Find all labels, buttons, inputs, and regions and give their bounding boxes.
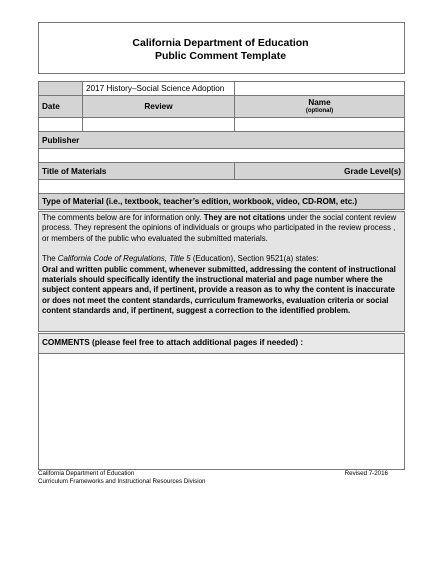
comments-box xyxy=(38,333,405,470)
page-title-line1: California Department of Education xyxy=(132,37,309,49)
date-field[interactable] xyxy=(39,118,83,132)
review-label: Review xyxy=(83,96,235,118)
publisher-label: Publisher xyxy=(39,132,405,149)
page-title-line2: Public Comment Template xyxy=(154,50,287,62)
adoption-name: 2017 History–Social Science Adoption xyxy=(83,82,235,96)
regulation-quote: Oral and written public comment, whenever submitted, addressing the content of instructional materials should specifically identify the instructional material and page number where the subject content appears and, if pertinent, provide a reason as to why the content is inaccurate or does not meet the content standards, curriculum frameworks, evaluation criteria or social content standards and, if pertinent, suggest a correction to the identified problem. xyxy=(42,264,396,316)
blank-cell xyxy=(39,82,83,96)
footer-left xyxy=(38,470,205,486)
footer-department: California Department of Education xyxy=(38,470,135,477)
footer-division: Curriculum Frameworks and Instructional Resources Division xyxy=(38,478,206,485)
type-of-material-label: Type of Material (i.e., textbook, teacher’s edition, workbook, video, CD-ROM, etc.) xyxy=(39,194,405,210)
publisher-field[interactable] xyxy=(39,149,405,163)
review-field[interactable] xyxy=(83,118,235,132)
title-materials-field[interactable] xyxy=(39,180,405,194)
information-notes xyxy=(38,211,405,332)
comment-form-table xyxy=(38,81,405,210)
adoption-field[interactable] xyxy=(235,82,405,96)
comments-field[interactable] xyxy=(39,354,404,468)
title-materials-label: Title of Materials xyxy=(39,163,235,180)
comments-label: COMMENTS (please feel free to attach additional pages if needed) : xyxy=(39,334,404,354)
notes-paragraph-2: The California Code of Regulations, Title 5 (Education), Section 9521(a) states: xyxy=(42,254,319,264)
name-header xyxy=(235,96,405,118)
name-optional-note: (optional) xyxy=(305,107,334,114)
grade-levels-label: Grade Level(s) xyxy=(235,163,405,180)
footer-revised: Revised 7-2016 xyxy=(344,470,388,477)
name-field[interactable] xyxy=(235,118,405,132)
name-label: Name xyxy=(308,97,331,107)
notes-paragraph-1: The comments below are for information only. They are not citations under the social content review process. They represent the opinions of individuals or groups who participated in the review process , or members of the public who evaluated the submitted materials. xyxy=(42,213,397,243)
date-label: Date xyxy=(39,96,83,118)
